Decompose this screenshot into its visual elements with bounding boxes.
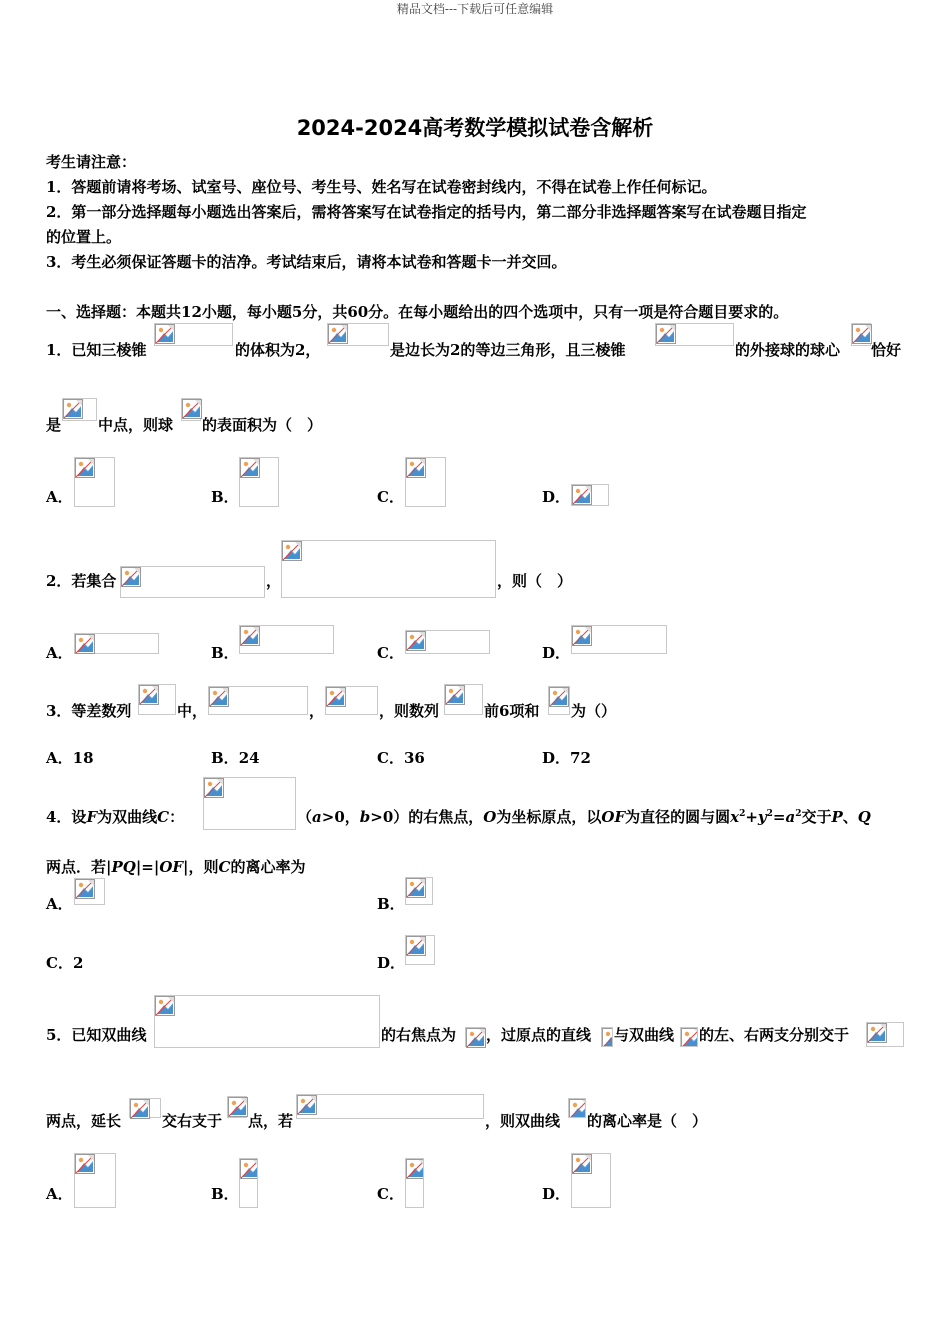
broken-image-icon xyxy=(572,1154,592,1174)
broken-image-icon xyxy=(182,399,202,419)
formula-image xyxy=(203,777,296,830)
formula-image xyxy=(327,323,389,346)
broken-image-icon xyxy=(75,458,95,478)
q4-option-b-label: B． xyxy=(377,895,405,913)
q2-option-c-image xyxy=(405,630,490,654)
formula-image xyxy=(281,540,496,598)
broken-image-icon xyxy=(406,878,426,898)
q4-text: 4．设F为双曲线C： xyxy=(46,808,185,826)
q1-option-b-label: B． xyxy=(211,488,239,506)
formula-image xyxy=(138,684,176,715)
broken-image-icon xyxy=(130,1099,150,1119)
formula-image xyxy=(548,686,570,715)
formula-image xyxy=(465,1027,485,1047)
q1-text: 恰好 xyxy=(871,341,902,359)
q1-option-a-image xyxy=(74,457,115,507)
broken-image-icon xyxy=(204,778,224,798)
q5-text: 与双曲线 xyxy=(614,1026,675,1044)
q3-text: 前6项和 xyxy=(484,702,540,720)
formula-image xyxy=(851,323,871,346)
section-heading: 一、选择题：本题共12小题，每小题5分，共60分。在每小题给出的四个选项中，只有一项是符合题目要求的。 xyxy=(46,303,789,321)
q1-text: 是边长为2的等边三角形，且三棱锥 xyxy=(390,341,626,359)
broken-image-icon xyxy=(282,541,302,561)
q1-option-c-label: C． xyxy=(377,488,404,506)
q1-text: 是 xyxy=(46,416,62,434)
q5-text: 的离心率是（ ） xyxy=(587,1112,708,1130)
q5-text: 的右焦点为 xyxy=(381,1026,457,1044)
formula-image xyxy=(62,398,97,421)
q2-option-c-label: C． xyxy=(377,644,404,662)
q4-option-d-label: D． xyxy=(377,954,406,972)
broken-image-icon xyxy=(466,1028,486,1048)
broken-image-icon xyxy=(406,631,426,651)
q1-text: 中点，则球 xyxy=(98,416,174,434)
broken-image-icon xyxy=(155,324,175,344)
q5-option-b-image xyxy=(239,1158,258,1208)
formula-image xyxy=(181,398,201,421)
formula-image xyxy=(601,1027,613,1047)
q5-text: ，则双曲线 xyxy=(485,1112,561,1130)
q5-option-c-label: C． xyxy=(377,1185,404,1203)
q5-text: 交右支于 xyxy=(162,1112,223,1130)
q1-text: 的外接球的球心 xyxy=(735,341,841,359)
broken-image-icon xyxy=(406,458,426,478)
q2-option-a-image xyxy=(74,633,159,654)
broken-image-icon xyxy=(297,1095,317,1115)
q3-text: 中， xyxy=(177,702,208,720)
broken-image-icon xyxy=(569,1099,586,1118)
q3-option-d-label: D． xyxy=(542,749,571,767)
formula-image xyxy=(208,686,308,715)
broken-image-icon xyxy=(75,634,95,654)
q1-text: 的表面积为（ ） xyxy=(202,416,323,434)
q5-text: 5．已知双曲线 xyxy=(46,1026,147,1044)
broken-image-icon xyxy=(139,685,159,705)
q4-option-a-image xyxy=(74,878,105,905)
formula-image xyxy=(866,1022,904,1047)
formula-image xyxy=(444,684,483,715)
formula-image xyxy=(680,1027,698,1047)
q2-option-d-image xyxy=(571,625,667,654)
formula-image xyxy=(655,323,734,346)
broken-image-icon xyxy=(209,687,229,707)
notice-item-2-cont: 的位置上。 xyxy=(46,228,122,246)
formula-image xyxy=(296,1094,484,1119)
q5-option-a-label: A． xyxy=(46,1185,73,1203)
formula-image xyxy=(325,686,378,715)
q4-option-c-label: C． xyxy=(46,954,73,972)
q4-option-c-value: 2 xyxy=(72,954,84,972)
q1-option-c-image xyxy=(405,457,446,507)
broken-image-icon xyxy=(681,1028,698,1047)
broken-image-icon xyxy=(549,687,569,707)
broken-image-icon xyxy=(326,687,346,707)
broken-image-icon xyxy=(155,996,175,1016)
q5-option-b-label: B． xyxy=(211,1185,239,1203)
notice-item-2: 2．第一部分选择题每小题选出答案后，需将答案写在试卷指定的括号内，第二部分非选择题答案写在试卷题目指定 xyxy=(46,203,807,221)
q5-text: ，过原点的直线 xyxy=(486,1026,592,1044)
q3-option-b-label: B． xyxy=(211,749,239,767)
q5-text: 的左、右两支分别交于 xyxy=(699,1026,850,1044)
formula-image xyxy=(227,1096,247,1118)
q5-option-a-image xyxy=(74,1153,116,1208)
q3-option-c-value: 36 xyxy=(403,749,425,767)
broken-image-icon xyxy=(228,1097,248,1117)
broken-image-icon xyxy=(602,1028,613,1047)
q3-option-c-label: C． xyxy=(377,749,404,767)
q4-text: （a>0，b>0）的右焦点，O为坐标原点，以OF为直径的圆与圆$x^2+y^2=a^2$交于P、Q xyxy=(297,808,871,826)
broken-image-icon xyxy=(572,485,592,505)
q5-option-d-label: D． xyxy=(542,1185,571,1203)
formula-image xyxy=(154,323,233,346)
q2-text: 2．若集合 xyxy=(46,572,117,590)
q3-text: ，则数列 xyxy=(379,702,440,720)
notice-item-1: 1．答题前请将考场、试室号、座位号、考生号、姓名写在试卷密封线内，不得在试卷上作任何标记。 xyxy=(46,178,717,196)
broken-image-icon xyxy=(63,399,83,419)
q2-text: ，则（ ） xyxy=(497,572,573,590)
broken-image-icon xyxy=(75,879,95,899)
q2-text: ， xyxy=(266,572,282,590)
q3-option-a-label: A． xyxy=(46,749,73,767)
q1-option-d-image xyxy=(571,484,609,506)
q1-text: 1．已知三棱锥 xyxy=(46,341,147,359)
q3-option-b-value: 24 xyxy=(238,749,260,767)
formula-image xyxy=(154,995,380,1048)
broken-image-icon xyxy=(867,1023,887,1043)
formula-image xyxy=(129,1098,161,1118)
q5-text: 点，若 xyxy=(248,1112,294,1130)
formula-image xyxy=(120,566,265,598)
broken-image-icon xyxy=(406,1159,424,1179)
q2-option-b-label: B． xyxy=(211,644,239,662)
page-header: 精品文档---下载后可任意编辑 xyxy=(396,2,554,16)
q3-text: 为（） xyxy=(571,702,617,720)
q1-text: 的体积为2， xyxy=(235,341,321,359)
q1-option-a-label: A． xyxy=(46,488,73,506)
broken-image-icon xyxy=(406,936,426,956)
notice-heading: 考生请注意： xyxy=(46,153,137,171)
notice-item-3: 3．考生必须保证答题卡的洁净。考试结束后，请将本试卷和答题卡一并交回。 xyxy=(46,253,567,271)
q1-option-d-label: D． xyxy=(542,488,571,506)
q3-option-d-value: 72 xyxy=(570,749,591,767)
q2-option-a-label: A． xyxy=(46,644,73,662)
broken-image-icon xyxy=(240,626,260,646)
q2-option-b-image xyxy=(239,625,334,654)
formula-image xyxy=(568,1098,586,1118)
broken-image-icon xyxy=(240,458,260,478)
broken-image-icon xyxy=(121,567,141,587)
page-title: 2024-2024高考数学模拟试卷含解析 xyxy=(296,116,654,140)
q4-option-a-label: A． xyxy=(46,895,73,913)
q3-text: ， xyxy=(309,702,325,720)
broken-image-icon xyxy=(240,1159,258,1179)
broken-image-icon xyxy=(572,626,592,646)
q5-text: 两点，延长 xyxy=(46,1112,122,1130)
q2-option-d-label: D． xyxy=(542,644,571,662)
q4-text: 两点．若|PQ|=|OF|，则C的离心率为 xyxy=(46,858,306,876)
broken-image-icon xyxy=(852,324,872,344)
q4-option-d-image xyxy=(405,935,435,965)
q5-option-c-image xyxy=(405,1158,424,1208)
broken-image-icon xyxy=(656,324,676,344)
q4-option-b-image xyxy=(405,877,433,905)
q5-option-d-image xyxy=(571,1153,611,1208)
broken-image-icon xyxy=(445,685,465,705)
q1-option-b-image xyxy=(239,457,279,507)
broken-image-icon xyxy=(328,324,348,344)
q3-text: 3．等差数列 xyxy=(46,702,132,720)
q3-option-a-value: 18 xyxy=(72,749,94,767)
broken-image-icon xyxy=(75,1154,95,1174)
